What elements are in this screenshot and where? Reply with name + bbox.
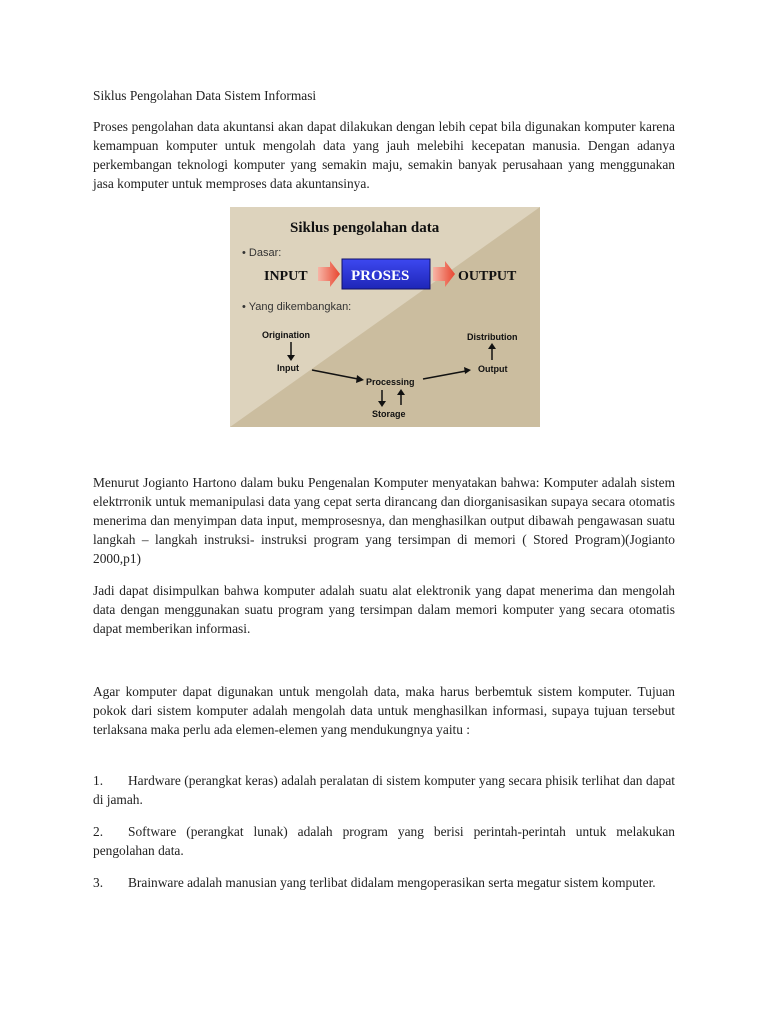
diagram-title: Siklus pengolahan data: [290, 220, 440, 236]
diagram-bullet-dikembangkan: • Yang dikembangkan:: [242, 301, 352, 313]
list-item: [93, 873, 675, 892]
diagram-input-small-label: Input: [277, 363, 299, 373]
list-text: Brainware adalah manusian yang terlibat didalam mengoperasikan serta megatur sistem komputer.: [128, 875, 656, 890]
paragraph-conclusion: Jadi dapat disimpulkan bahwa komputer adalah suatu alat elektronik yang dapat menerima dan mengolah data dengan menggunakan suatu program yang tersimpan dalam memori komputer yang secara otomatis dapat memberikan informasi.: [93, 583, 675, 636]
diagram-output-label: OUTPUT: [458, 269, 517, 284]
document-page: [93, 86, 675, 890]
paragraph-definition: Menurut Jogianto Hartono dalam buku Pengenalan Komputer menyatakan bahwa: Komputer adalah sistem elektrronik untuk memanipulasi data yang cepat serta dirancang dan diorganisasikan supaya secara otomatis menerima dan menyimpan data input, memprosesnya, dan menghasilkan output dibawah pengawasan suatu langkah – langkah instruksi- instruksi program yang tersimpan di memori ( Stored Program)(Jogianto 2000,p1): [93, 475, 675, 566]
diagram-storage-label: Storage: [372, 409, 406, 419]
list-text: Software (perangkat lunak) adalah program yang berisi perintah-perintah untuk melakukan pengolahan data.: [93, 824, 675, 858]
diagram-input-label: INPUT: [264, 269, 308, 284]
list-item: [93, 771, 675, 809]
siklus-diagram-image: [230, 207, 540, 427]
diagram-output-small-label: Output: [478, 364, 508, 374]
diagram-origination-label: Origination: [262, 330, 310, 340]
diagram-proses-label: PROSES: [351, 268, 410, 284]
list-number: 1.: [93, 773, 104, 788]
diagram-bullet-dasar: • Dasar:: [242, 247, 282, 259]
diagram-processing-label: Processing: [366, 377, 415, 387]
list-number: 2.: [93, 824, 104, 839]
document-title: Siklus Pengolahan Data Sistem Informasi: [93, 88, 317, 103]
diagram-distribution-label: Distribution: [467, 332, 518, 342]
list-text: Hardware (perangkat keras) adalah peralatan di sistem komputer yang secara phisik terlihat dan dapat di jamah.: [93, 773, 675, 807]
list-number: 3.: [93, 875, 104, 890]
paragraph-elements: Agar komputer dapat digunakan untuk mengolah data, maka harus berbemtuk sistem komputer. Tujuan pokok dari sistem komputer adalah mengolah data untuk menghasilkan informasi, supaya tujuan tersebut terlaksana maka perlu ada elemen-elemen yang mendukungnya yaitu :: [93, 684, 675, 737]
paragraph-intro: Proses pengolahan data akuntansi akan dapat dilakukan dengan lebih cepat bila digunakan komputer karena kemampuan komputer untuk mengolah data yang jauh melebihi kecepatan manusia. Dengan adanya perkembangan teknologi komputer yang semakin maju, semakin banyak perusahaan yang menggunakan jasa komputer untuk memproses data akuntansinya.: [93, 119, 675, 191]
list-item: [93, 822, 675, 860]
